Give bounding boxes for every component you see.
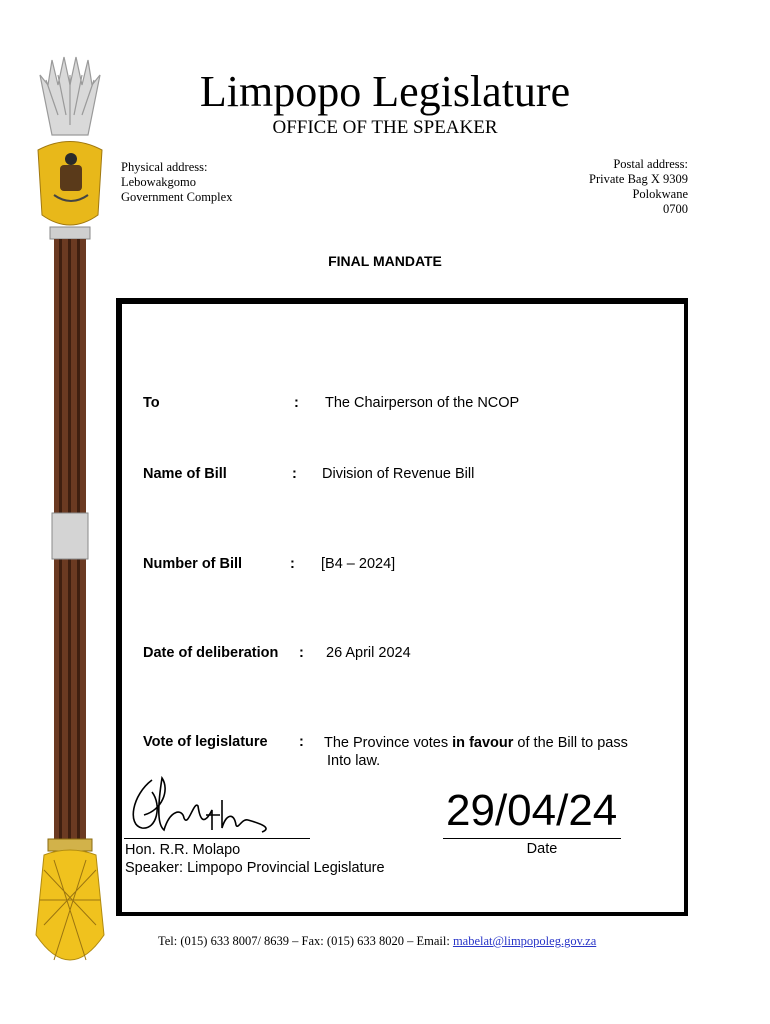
ceremonial-mace-emblem bbox=[30, 55, 110, 985]
postal-address bbox=[589, 157, 688, 217]
signature-line bbox=[124, 838, 310, 839]
postal-address-line: Postal address: bbox=[613, 157, 688, 171]
office-subtitle: OFFICE OF THE SPEAKER bbox=[272, 117, 498, 138]
postal-address-line: Private Bag X 9309 bbox=[589, 172, 688, 186]
signed-date: 29/04/24 bbox=[446, 786, 618, 835]
page-title: Limpopo Legislature bbox=[199, 67, 571, 116]
email-link[interactable]: mabelat@limpopoleg.gov.za bbox=[452, 934, 597, 948]
vote-value-text: The Province votes bbox=[324, 735, 453, 751]
bill-name-value: Division of Revenue Bill bbox=[322, 466, 475, 482]
physical-address-line: Lebowakgomo bbox=[121, 175, 196, 189]
bill-name-label: Name of Bill bbox=[143, 466, 227, 482]
bill-number-label: Number of Bill bbox=[143, 556, 243, 572]
date-line bbox=[443, 838, 621, 839]
bill-number-value: [B4 – 2024] bbox=[321, 556, 396, 572]
handwritten-signature bbox=[122, 770, 282, 840]
physical-address bbox=[121, 160, 232, 205]
vote-label: Vote of legislature bbox=[143, 734, 268, 750]
mace-tassel bbox=[36, 850, 104, 960]
vote-value-line2: Into law. bbox=[327, 753, 381, 769]
vote-value-emphasis: in favour bbox=[452, 735, 514, 751]
postal-address-line: 0700 bbox=[663, 202, 688, 216]
date-label: Date bbox=[526, 841, 558, 857]
physical-address-line: Government Complex bbox=[121, 190, 233, 204]
speaker-block bbox=[125, 841, 385, 877]
deliberation-date-value: 26 April 2024 bbox=[326, 645, 411, 661]
bill-number-colon: : bbox=[290, 556, 295, 572]
document-heading: FINAL MANDATE bbox=[328, 253, 442, 269]
footer-text: Tel: (015) 633 8007/ 8639 – Fax: (015) 633 8020 – Email: bbox=[158, 934, 453, 948]
deliberation-date-label: Date of deliberation bbox=[143, 645, 279, 661]
deliberation-date-colon: : bbox=[299, 645, 304, 661]
postal-address-line: Polokwane bbox=[632, 187, 688, 201]
to-value: The Chairperson of the NCOP bbox=[325, 395, 520, 411]
to-label: To bbox=[143, 395, 160, 411]
vote-colon: : bbox=[299, 734, 304, 750]
vote-value bbox=[324, 734, 628, 770]
vote-value-text: of the Bill to pass bbox=[513, 735, 628, 751]
mace-band bbox=[52, 513, 88, 559]
bill-name-colon: : bbox=[292, 466, 297, 482]
physical-address-line: Physical address: bbox=[121, 160, 208, 174]
to-colon: : bbox=[294, 395, 299, 411]
speaker-title: Speaker: Limpopo Provincial Legislature bbox=[125, 860, 385, 876]
speaker-name: Hon. R.R. Molapo bbox=[125, 842, 241, 858]
footer-contact bbox=[158, 934, 596, 949]
